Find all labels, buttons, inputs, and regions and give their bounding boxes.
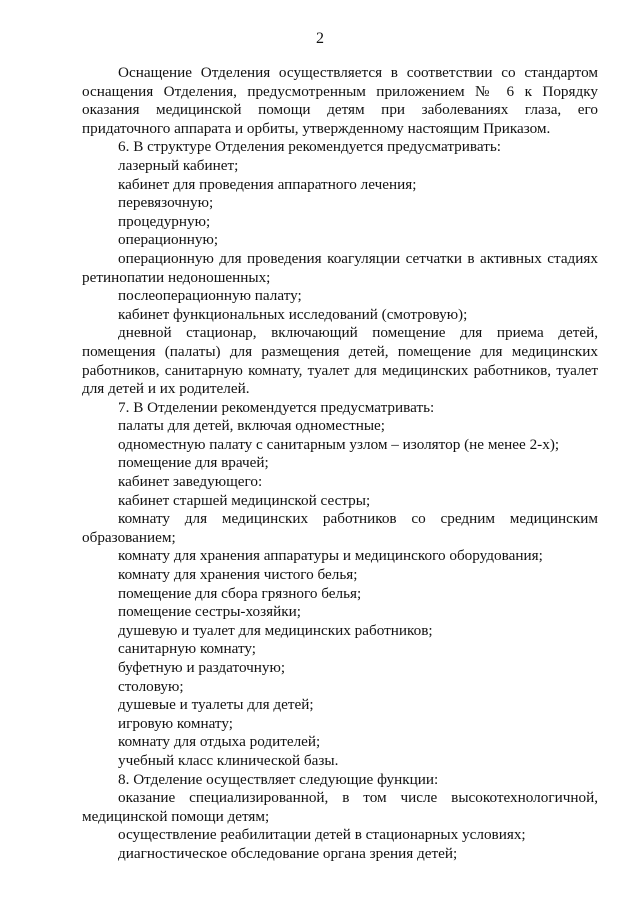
list-item-children-showers: душевые и туалеты для детей; (118, 696, 314, 714)
list-item-isolation-ward: одноместную палату с санитарным узлом – изолятор (не менее 2-х); (118, 435, 560, 453)
paragraph-equipment: Оснащение Отделения осуществляется в соответствии со стандартом оснащения Отделения, предусмотренным приложением № 6 к Порядку оказания медицинской помощи детям при заболеваниях глаза, его придаточного аппарата и орбиты, утвержденному настоящим Приказом. (82, 64, 598, 137)
list-item-postoperative-ward: послеоперационную палату; (118, 287, 302, 305)
list-item-equipment-storage: комнату для хранения аппаратуры и медицинского оборудования; (118, 547, 543, 565)
list-item-training-class: учебный класс клинической базы. (118, 751, 339, 769)
list-item-retina-operating-room: операционную для проведения коагуляции сетчатки в активных стадиях ретинопатии недоношенных; (82, 249, 598, 286)
list-item-specialized-care: оказание специализированной, в том числе высокотехнологичной, медицинской помощи детям; (82, 789, 598, 825)
list-item-playroom: игровую комнату; (118, 714, 233, 732)
list-item-procedure-room: процедурную; (118, 212, 211, 230)
list-item-head-office: кабинет заведующего: (118, 473, 263, 491)
paragraph-functions-heading: 8. Отделение осуществляет следующие функции: (118, 770, 439, 788)
list-item-diagnostics: диагностическое обследование органа зрения детей; (118, 844, 458, 862)
list-item-pantry: буфетную и раздаточную; (118, 659, 286, 676)
list-item-clean-linen-room: комнату для хранения чистого белья; (118, 566, 358, 584)
list-item-laser-room: лазерный кабинет; (118, 156, 239, 174)
list-item-day-hospital: дневной стационар, включающий помещение для приема детей, помещения (палаты) для размещения детей, помещение для медицинских работников, санитарную комнату, туалет для медицинских работников, туалет для детей и их родителей. (82, 324, 598, 398)
document-body (82, 64, 598, 864)
list-item-head-nurse-office: кабинет старшей медицинской сестры; (118, 491, 371, 509)
list-item-sanitary-room: санитарную комнату; (118, 640, 256, 658)
list-item-parents-rest-room: комнату для отдыха родителей; (118, 733, 321, 751)
paragraph-structure-heading: 6. В структуре Отделения рекомендуется предусматривать: (118, 138, 501, 156)
list-item-hardware-treatment-room: кабинет для проведения аппаратного лечения; (118, 175, 417, 193)
list-item-dirty-linen-room: помещение для сбора грязного белья; (118, 584, 362, 602)
list-item-rehabilitation: осуществление реабилитации детей в стационарных условиях; (118, 826, 526, 844)
list-item-nurses-room: комнату для медицинских работников со средним медицинским образованием; (82, 510, 598, 546)
list-item-doctors-room: помещение для врачей; (118, 454, 269, 472)
list-item-housekeeper-room: помещение сестры-хозяйки; (118, 603, 301, 621)
page-number: 2 (316, 30, 324, 47)
list-item-operating-room: операционную; (118, 231, 219, 249)
list-item-functional-exam-room: кабинет функциональных исследований (смотровую); (118, 305, 468, 323)
paragraph-recommended-heading: 7. В Отделении рекомендуется предусматривать: (118, 398, 435, 416)
list-item-children-wards: палаты для детей, включая одноместные; (118, 417, 385, 435)
list-item-dressing-room: перевязочную; (118, 194, 214, 212)
list-item-dining-room: столовую; (118, 677, 184, 695)
list-item-staff-shower: душевую и туалет для медицинских работников; (118, 621, 433, 639)
